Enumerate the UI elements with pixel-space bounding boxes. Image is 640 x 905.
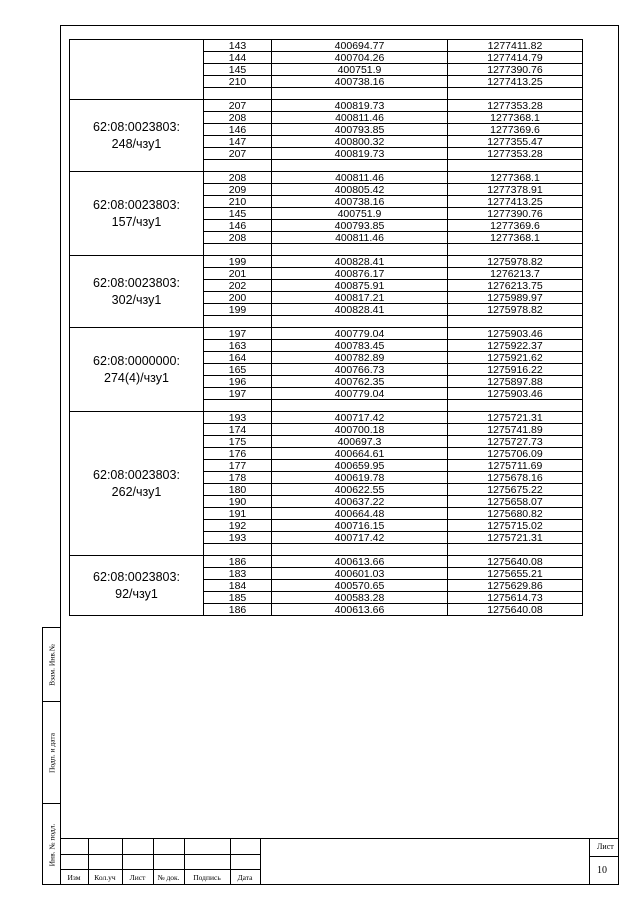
y-coordinate-cell: 1275978.82 — [448, 304, 583, 316]
y-coordinate-cell: 1275741.89 — [448, 424, 583, 436]
y-coordinate-cell: 1277353.28 — [448, 148, 583, 160]
table-row — [70, 328, 583, 340]
empty-cell — [204, 88, 272, 100]
empty-cell — [448, 544, 583, 556]
x-coordinate-cell: 400779.04 — [272, 388, 448, 400]
side-label: Взам. Инв.№ — [47, 643, 56, 686]
x-coordinate-cell: 400783.45 — [272, 340, 448, 352]
y-coordinate-cell: 1275727.73 — [448, 436, 583, 448]
point-number-cell: 208 — [204, 232, 272, 244]
y-coordinate-cell: 1275903.46 — [448, 388, 583, 400]
point-number-cell: 209 — [204, 184, 272, 196]
x-coordinate-cell: 400766.73 — [272, 364, 448, 376]
x-coordinate-cell: 400876.17 — [272, 268, 448, 280]
stamp-label-signature: Подпись — [193, 873, 221, 882]
point-number-cell: 207 — [204, 148, 272, 160]
x-coordinate-cell: 400793.85 — [272, 220, 448, 232]
x-coordinate-cell: 400601.03 — [272, 568, 448, 580]
y-coordinate-cell: 1275978.82 — [448, 256, 583, 268]
empty-cell — [204, 160, 272, 172]
point-number-cell: 190 — [204, 496, 272, 508]
empty-cell — [272, 400, 448, 412]
x-coordinate-cell: 400622.55 — [272, 484, 448, 496]
empty-cell — [204, 400, 272, 412]
x-coordinate-cell: 400751.9 — [272, 64, 448, 76]
y-coordinate-cell: 1275922.37 — [448, 340, 583, 352]
y-coordinate-cell: 1277411.82 — [448, 40, 583, 52]
x-coordinate-cell: 400811.46 — [272, 172, 448, 184]
point-number-cell: 163 — [204, 340, 272, 352]
point-number-cell: 193 — [204, 532, 272, 544]
x-coordinate-cell: 400716.15 — [272, 520, 448, 532]
point-number-cell: 202 — [204, 280, 272, 292]
x-coordinate-cell: 400613.66 — [272, 604, 448, 616]
stamp-label-count: Кол.уч — [94, 873, 116, 882]
side-cell-replacement — [43, 628, 60, 702]
point-number-cell: 178 — [204, 472, 272, 484]
point-number-cell: 197 — [204, 388, 272, 400]
side-label: Инв. № подл. — [47, 823, 56, 867]
point-number-cell: 176 — [204, 448, 272, 460]
stamp-row-line — [589, 856, 619, 857]
y-coordinate-cell: 1277355.47 — [448, 136, 583, 148]
table-row — [70, 256, 583, 268]
x-coordinate-cell: 400637.22 — [272, 496, 448, 508]
point-number-cell: 144 — [204, 52, 272, 64]
x-coordinate-cell: 400819.73 — [272, 148, 448, 160]
parcel-name-cell: 62:08:0023803: 157/чзу1 — [70, 172, 204, 256]
stamp-label-date: Дата — [237, 873, 253, 882]
empty-cell — [448, 316, 583, 328]
x-coordinate-cell: 400828.41 — [272, 304, 448, 316]
parcel-name-cell: 62:08:0023803: 248/чзу1 — [70, 100, 204, 172]
y-coordinate-cell: 1277369.6 — [448, 124, 583, 136]
parcel-name-cell: 62:08:0023803: 262/чзу1 — [70, 412, 204, 556]
y-coordinate-cell: 1276213.75 — [448, 280, 583, 292]
parcel-name-cell: 62:08:0023803: 92/чзу1 — [70, 556, 204, 616]
side-cell-signature-date — [43, 702, 60, 804]
x-coordinate-cell: 400619.78 — [272, 472, 448, 484]
y-coordinate-cell: 1275675.22 — [448, 484, 583, 496]
empty-cell — [272, 160, 448, 172]
x-coordinate-cell: 400659.95 — [272, 460, 448, 472]
point-number-cell: 210 — [204, 76, 272, 88]
table-row — [70, 412, 583, 424]
y-coordinate-cell: 1275658.07 — [448, 496, 583, 508]
point-number-cell: 199 — [204, 304, 272, 316]
x-coordinate-cell: 400828.41 — [272, 256, 448, 268]
x-coordinate-cell: 400570.65 — [272, 580, 448, 592]
x-coordinate-cell: 400793.85 — [272, 124, 448, 136]
empty-cell — [272, 244, 448, 256]
point-number-cell: 175 — [204, 436, 272, 448]
y-coordinate-cell: 1275678.16 — [448, 472, 583, 484]
x-coordinate-cell: 400782.89 — [272, 352, 448, 364]
table-row — [70, 556, 583, 568]
empty-cell — [204, 316, 272, 328]
point-number-cell: 200 — [204, 292, 272, 304]
empty-cell — [272, 88, 448, 100]
y-coordinate-cell: 1277390.76 — [448, 208, 583, 220]
y-coordinate-cell: 1275629.86 — [448, 580, 583, 592]
x-coordinate-cell: 400800.32 — [272, 136, 448, 148]
point-number-cell: 146 — [204, 220, 272, 232]
y-coordinate-cell: 1277368.1 — [448, 112, 583, 124]
x-coordinate-cell: 400779.04 — [272, 328, 448, 340]
y-coordinate-cell: 1275614.73 — [448, 592, 583, 604]
point-number-cell: 174 — [204, 424, 272, 436]
sheet-number: 10 — [597, 865, 607, 876]
x-coordinate-cell: 400817.21 — [272, 292, 448, 304]
empty-cell — [448, 88, 583, 100]
x-coordinate-cell: 400762.35 — [272, 376, 448, 388]
x-coordinate-cell: 400664.48 — [272, 508, 448, 520]
y-coordinate-cell: 1277368.1 — [448, 232, 583, 244]
x-coordinate-cell: 400704.26 — [272, 52, 448, 64]
y-coordinate-cell: 1275897.88 — [448, 376, 583, 388]
x-coordinate-cell: 400717.42 — [272, 412, 448, 424]
point-number-cell: 177 — [204, 460, 272, 472]
y-coordinate-cell: 1277413.25 — [448, 196, 583, 208]
empty-cell — [272, 316, 448, 328]
point-number-cell: 145 — [204, 208, 272, 220]
table-row — [70, 40, 583, 52]
x-coordinate-cell: 400697.3 — [272, 436, 448, 448]
x-coordinate-cell: 400811.46 — [272, 112, 448, 124]
point-number-cell: 186 — [204, 556, 272, 568]
y-coordinate-cell: 1277414.79 — [448, 52, 583, 64]
empty-cell — [448, 400, 583, 412]
point-number-cell: 143 — [204, 40, 272, 52]
y-coordinate-cell: 1275640.08 — [448, 556, 583, 568]
y-coordinate-cell: 1276213.7 — [448, 268, 583, 280]
stamp-label-sheet: Лист — [129, 873, 146, 882]
y-coordinate-cell: 1275715.02 — [448, 520, 583, 532]
point-number-cell: 201 — [204, 268, 272, 280]
stamp-col-line — [589, 839, 590, 885]
y-coordinate-cell: 1277390.76 — [448, 64, 583, 76]
y-coordinate-cell: 1277413.25 — [448, 76, 583, 88]
point-number-cell: 196 — [204, 376, 272, 388]
x-coordinate-cell: 400738.16 — [272, 196, 448, 208]
point-number-cell: 193 — [204, 412, 272, 424]
sheet-label: Лист — [597, 842, 614, 851]
point-number-cell: 180 — [204, 484, 272, 496]
x-coordinate-cell: 400819.73 — [272, 100, 448, 112]
point-number-cell: 191 — [204, 508, 272, 520]
y-coordinate-cell: 1275921.62 — [448, 352, 583, 364]
title-block — [60, 838, 619, 885]
y-coordinate-cell: 1275706.09 — [448, 448, 583, 460]
point-number-cell: 184 — [204, 580, 272, 592]
stamp-col-line — [260, 839, 261, 885]
y-coordinate-cell: 1275655.21 — [448, 568, 583, 580]
y-coordinate-cell: 1275903.46 — [448, 328, 583, 340]
point-number-cell: 185 — [204, 592, 272, 604]
table-row — [70, 172, 583, 184]
point-number-cell: 165 — [204, 364, 272, 376]
empty-cell — [448, 244, 583, 256]
table-row — [70, 100, 583, 112]
point-number-cell: 199 — [204, 256, 272, 268]
point-number-cell: 183 — [204, 568, 272, 580]
point-number-cell: 192 — [204, 520, 272, 532]
y-coordinate-cell: 1277369.6 — [448, 220, 583, 232]
point-number-cell: 145 — [204, 64, 272, 76]
point-number-cell: 208 — [204, 172, 272, 184]
empty-cell — [204, 244, 272, 256]
point-number-cell: 208 — [204, 112, 272, 124]
y-coordinate-cell: 1277378.91 — [448, 184, 583, 196]
y-coordinate-cell: 1277353.28 — [448, 100, 583, 112]
y-coordinate-cell: 1277368.1 — [448, 172, 583, 184]
y-coordinate-cell: 1275721.31 — [448, 532, 583, 544]
x-coordinate-cell: 400664.61 — [272, 448, 448, 460]
point-number-cell: 210 — [204, 196, 272, 208]
parcel-name-cell: 62:08:0023803: 302/чзу1 — [70, 256, 204, 328]
parcel-name-cell — [70, 40, 204, 100]
y-coordinate-cell: 1275721.31 — [448, 412, 583, 424]
x-coordinate-cell: 400811.46 — [272, 232, 448, 244]
y-coordinate-cell: 1275711.69 — [448, 460, 583, 472]
side-stamp — [42, 627, 60, 885]
point-number-cell: 147 — [204, 136, 272, 148]
point-number-cell: 146 — [204, 124, 272, 136]
point-number-cell: 207 — [204, 100, 272, 112]
point-number-cell: 164 — [204, 352, 272, 364]
point-number-cell: 197 — [204, 328, 272, 340]
empty-cell — [448, 160, 583, 172]
parcel-name-cell: 62:08:0000000: 274(4)/чзу1 — [70, 328, 204, 412]
x-coordinate-cell: 400805.42 — [272, 184, 448, 196]
empty-cell — [272, 544, 448, 556]
empty-cell — [204, 544, 272, 556]
x-coordinate-cell: 400583.28 — [272, 592, 448, 604]
side-cell-inventory — [43, 804, 60, 886]
stamp-label-doc: № док. — [157, 873, 180, 882]
x-coordinate-cell: 400751.9 — [272, 208, 448, 220]
x-coordinate-cell: 400717.42 — [272, 532, 448, 544]
stamp-label-change: Изм — [67, 873, 81, 882]
point-number-cell: 186 — [204, 604, 272, 616]
coordinates-table — [69, 39, 583, 616]
x-coordinate-cell: 400694.77 — [272, 40, 448, 52]
y-coordinate-cell: 1275989.97 — [448, 292, 583, 304]
side-label: Подп. и дата — [47, 732, 56, 773]
x-coordinate-cell: 400613.66 — [272, 556, 448, 568]
x-coordinate-cell: 400738.16 — [272, 76, 448, 88]
y-coordinate-cell: 1275916.22 — [448, 364, 583, 376]
y-coordinate-cell: 1275680.82 — [448, 508, 583, 520]
y-coordinate-cell: 1275640.08 — [448, 604, 583, 616]
x-coordinate-cell: 400875.91 — [272, 280, 448, 292]
x-coordinate-cell: 400700.18 — [272, 424, 448, 436]
